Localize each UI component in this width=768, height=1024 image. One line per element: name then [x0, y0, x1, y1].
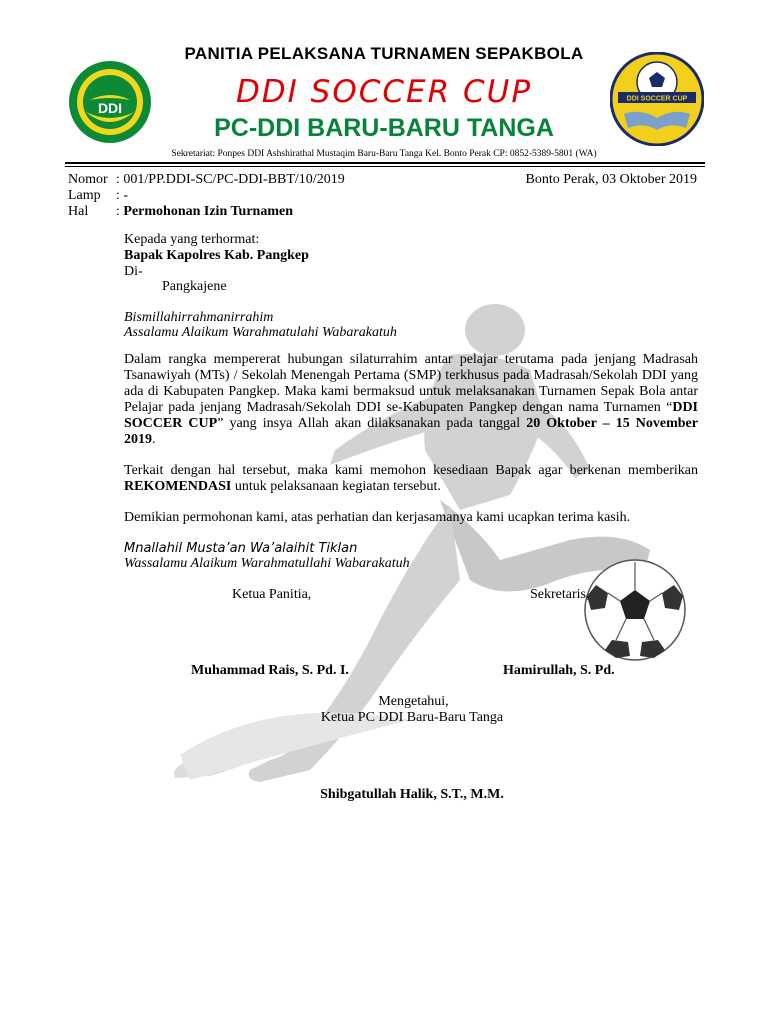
- event-title: DDI SOCCER CUP: [235, 74, 533, 110]
- closing-salam: Wassalamu Alaikum Warahmatullahi Wabarakatuh: [124, 556, 410, 571]
- p2-text-b: untuk pelaksanaan kegiatan tersebut.: [231, 479, 441, 494]
- hal-line: [116, 204, 293, 220]
- chair-name: Muhammad Rais, S. Pd. I.: [191, 663, 349, 678]
- p1-text-a: Dalam rangka mempererat hubungan silaturrahim antar pelajar terutama pada jenjang Madrasah Tsanawiyah (MTs) / Sekolah Menengah Pertama (SMP) terkhusus pada Madrasah/Sekolah DDI yang ada di Kabupaten Pangkep. Maka kami bermaksud untuk melaksanakan Turnamen Sepak Bola antar Pelajar pada jenjang Madrasah/Sekolah DDI se-Kabupaten Pangkep dengan nama Turnamen “: [124, 352, 698, 415]
- hal-label: Hal: [68, 204, 89, 219]
- opening-basmalah: Bismillahirrahmanirrahim: [124, 310, 274, 325]
- closing-dua: Mnallahil Musta’an Wa’alaihit Tiklan: [124, 541, 358, 556]
- organization-title: PC-DDI BARU-BARU TANGA: [214, 114, 554, 142]
- logo-left-text: DDI: [97, 100, 123, 116]
- header-rule-thin: [65, 166, 705, 167]
- secretary-name: Hamirullah, S. Pd.: [503, 663, 615, 678]
- p2-text-a: Terkait dengan hal tersebut, maka kami memohon kesediaan Bapak agar berkenan memberikan: [124, 463, 698, 478]
- p2-emphasis: REKOMENDASI: [124, 479, 232, 494]
- logo-right-text: DDI SOCCER CUP: [626, 95, 688, 103]
- secretary-title: Sekretaris,: [530, 587, 590, 602]
- hal-value: Permohonan Izin Turnamen: [123, 204, 293, 219]
- letter-date: Bonto Perak, 03 Oktober 2019: [525, 172, 697, 187]
- soccer-ball-icon: [585, 560, 685, 660]
- recipient-greeting: Kepada yang terhormat:: [124, 232, 260, 247]
- recipient-name: Bapak Kapolres Kab. Pangkep: [124, 248, 309, 263]
- p1-text-c: .: [152, 432, 156, 447]
- recipient-place: Pangkajene: [162, 279, 227, 294]
- head-name: Shibgatullah Halik, S.T., M.M.: [320, 787, 504, 802]
- lamp-value: : -: [116, 188, 129, 203]
- body-paragraph-3: Demikian permohonan kami, atas perhatian dan kerjasamanya kami ucapkan terima kasih.: [124, 510, 631, 525]
- p1-text-b: ” yang insya Allah akan dilaksanakan pada tanggal: [217, 416, 527, 431]
- secretariat-address: Sekretariat: Ponpes DDI Ashshirathal Mustaqim Baru-Baru Tanga Kel. Bonto Perak CP: 0852-5389-5801 (WA): [171, 149, 597, 159]
- chair-title: Ketua Panitia,: [232, 587, 312, 602]
- lamp-label: Lamp: [68, 188, 101, 203]
- p1-dates: 20 Oktober – 15 November 2019: [124, 416, 698, 447]
- committee-heading: PANITIA PELAKSANA TURNAMEN SEPAKBOLA: [184, 44, 584, 63]
- nomor-label: Nomor: [68, 172, 108, 187]
- body-paragraph-1: [124, 352, 698, 448]
- opening-salam: Assalamu Alaikum Warahmatulahi Wabarakatuh: [124, 325, 397, 340]
- head-title: Ketua PC DDI Baru-Baru Tanga: [320, 710, 504, 725]
- body-paragraph-2: [124, 463, 698, 495]
- recipient-di: Di-: [124, 264, 143, 279]
- p1-event-name: DDI SOCCER CUP: [124, 400, 698, 431]
- acknowledged-label: Mengetahui,: [378, 694, 449, 709]
- nomor-value: : 001/PP.DDI-SC/PC-DDI-BBT/10/2019: [116, 172, 345, 187]
- header-rule-thick: [65, 162, 705, 164]
- hal-colon: :: [116, 204, 120, 219]
